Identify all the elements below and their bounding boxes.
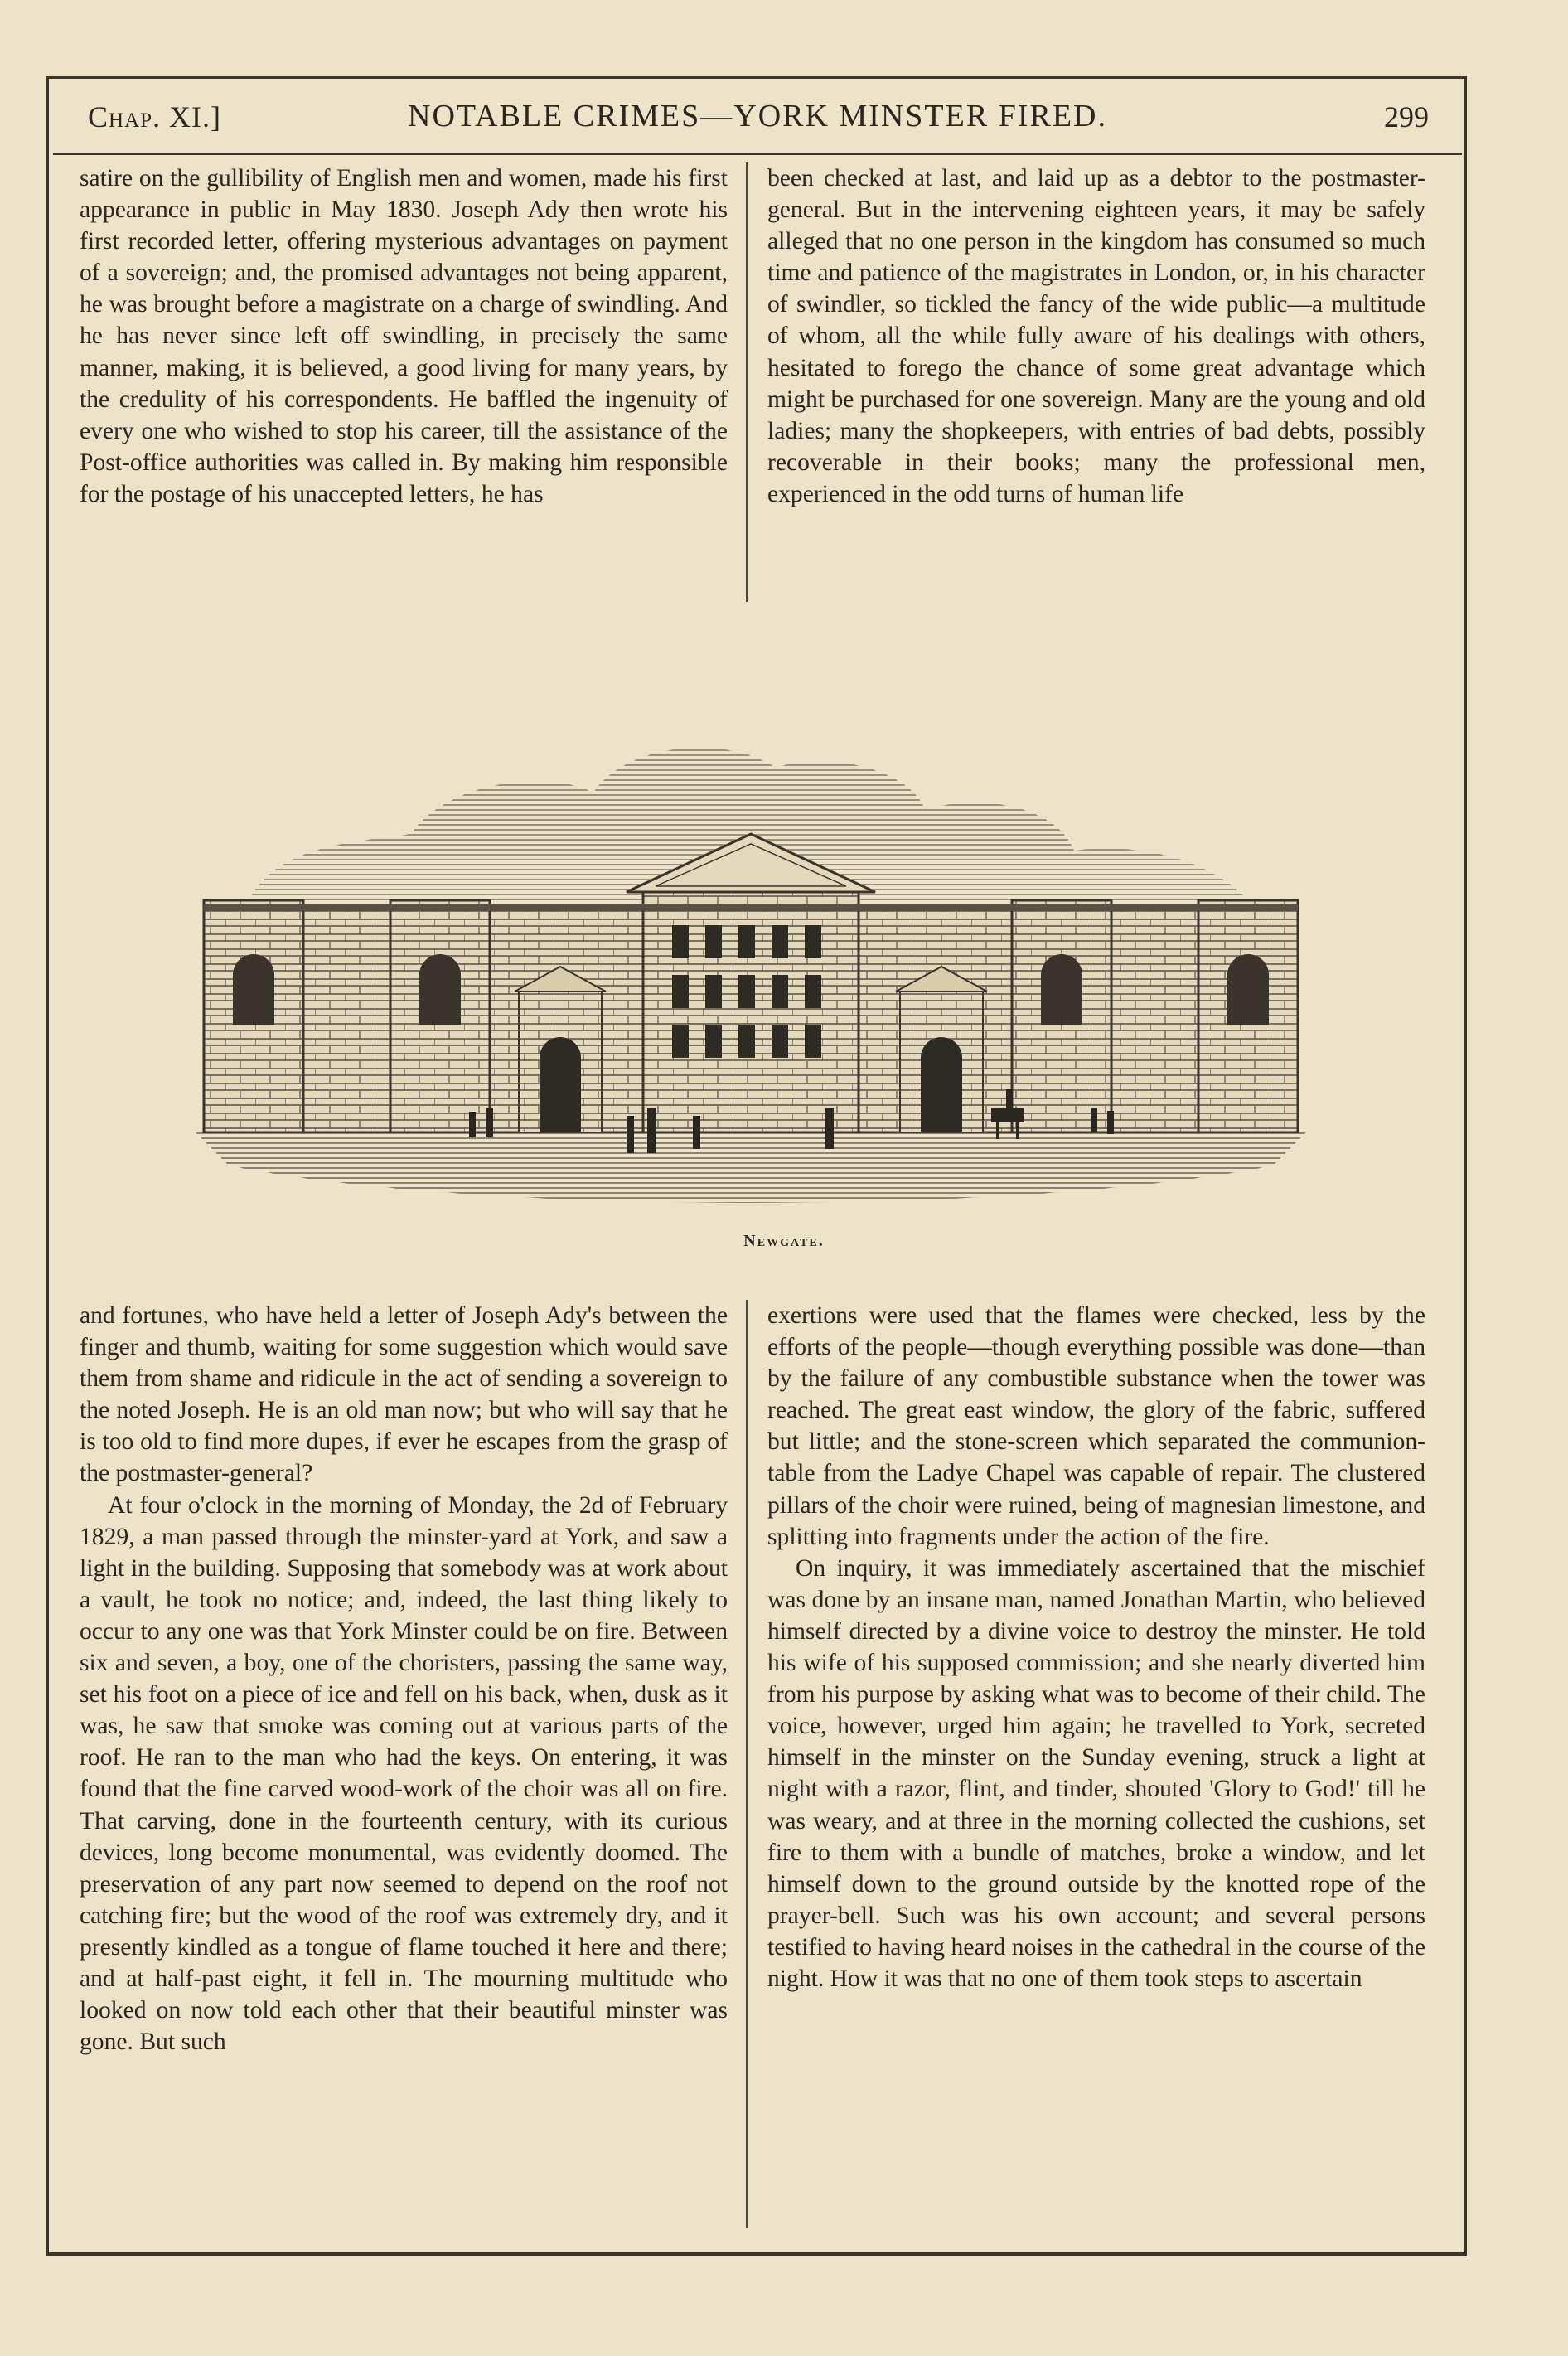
page-number: 299 (1384, 100, 1429, 133)
column-top-left (80, 162, 728, 605)
column-rule (746, 162, 748, 602)
column-bottom-left (80, 1300, 728, 2228)
column-rule (746, 1300, 748, 2228)
paragraph: satire on the gullibility of English men and women, made his first appearance in public in May 1830. Joseph Ady then wrote his first recorded letter, offering mysterious advantages on payment of a sovereign; and, the promised advantages not being apparent, he was brought before a magistrate on a charge of swindling. And he has never since left off swindling, in precisely the same manner, making, it is believed, a good living for many years, by the credulity of his correspondents. He baffled the ingenuity of every one who wished to stop his career, till the assistance of the Post-office authorities was called in. By making him responsible for the postage of his unaccepted letters, he has (80, 165, 728, 507)
paragraph: been checked at last, and laid up as a debtor to the postmaster-general. But in the intervening eighteen years, it may be safely alleged that no one person in the kingdom has consumed so much time and patience of the magistrates in London, or, in his character of swindler, so tickled the fancy of the wide public—a multitude of whom, all the while fully aware of his dealings with others, hesitated to forego the chance of some great advantage which might be purchased for one sovereign. Many are the young and old ladies; many the shopkeepers, with entries of bad debts, possibly recoverable in their books; many the professional men, experienced in the odd turns of human life (767, 165, 1425, 507)
column-top-right (767, 162, 1425, 605)
running-header (53, 91, 1462, 155)
column-bottom-right (767, 1300, 1425, 2228)
illustration-caption: Newgate. (743, 1232, 825, 1250)
newgate-engraving (196, 718, 1306, 1215)
paragraph: exertions were used that the flames were checked, less by the efforts of the people—though everything possible was done—than by the failure of any combustible substance when the tower was reached. The great east window, the glory of the fabric, suffered but little; and the stone-screen which separated the communion-table from the Ladye Chapel was capable of repair. The clustered pillars of the choir were ruined, being of magnesian limestone, and splitting into fragments under the action of the fire. (767, 1302, 1425, 1550)
chapter-label: Chap. XI.] (88, 100, 221, 133)
page-title: NOTABLE CRIMES—YORK MINSTER FIRED. (408, 99, 1107, 133)
paragraph: and fortunes, who have held a letter of Joseph Ady's between the finger and thumb, waiting for some suggestion which would save them from shame and ridicule in the act of sending a sovereign to the noted Joseph. He is an old man now; but who will say that he is too old to find more dupes, if ever he escapes from the grasp of the postmaster-general? (80, 1302, 728, 1487)
paragraph: On inquiry, it was immediately ascertained that the mischief was done by an insane man, named Jonathan Martin, who believed himself directed by a divine voice to destroy the minster. He told his wife of his supposed commission; and she nearly diverted him from his purpose by asking what was to become of their child. The voice, however, urged him again; he travelled to York, secreted himself in the minster on the Sunday evening, struck a light at night with a razor, flint, and tinder, shouted 'Glory to God!' till he was weary, and at three in the morning collected the cushions, set fire to them with a bundle of matches, broke a window, and let himself down to the ground outside by the knotted rope of the prayer-bell. Such was his own account; and several persons testified to having heard noises in the cathedral in the course of the night. How it was that no one of them took steps to ascertain (767, 1554, 1425, 1992)
paragraph: At four o'clock in the morning of Monday, the 2d of February 1829, a man passed through the minster-yard at York, and saw a light in the building. Supposing that somebody was at work about a vault, he took no notice; and, indeed, the last thing likely to occur to any one was that York Minster could be on fire. Between six and seven, a boy, one of the choristers, passing the same way, set his foot on a piece of ice and fell on his back, when, dusk as it was, he saw that smoke was coming out at various parts of the roof. He ran to the man who had the keys. On entering, it was found that the fine carved wood-work of the choir was all on fire. That carving, done in the fourteenth century, with its curious devices, long become monumental, was evidently doomed. The preservation of any part now seemed to depend on the roof not catching fire; but the wood of the roof was extremely dry, and it presently kindled as a tongue of flame touched it here and there; and at half-past eight, it fell in. The mourning multitude who looked on now told each other that their beautiful minster was gone. But such (80, 1491, 728, 2056)
